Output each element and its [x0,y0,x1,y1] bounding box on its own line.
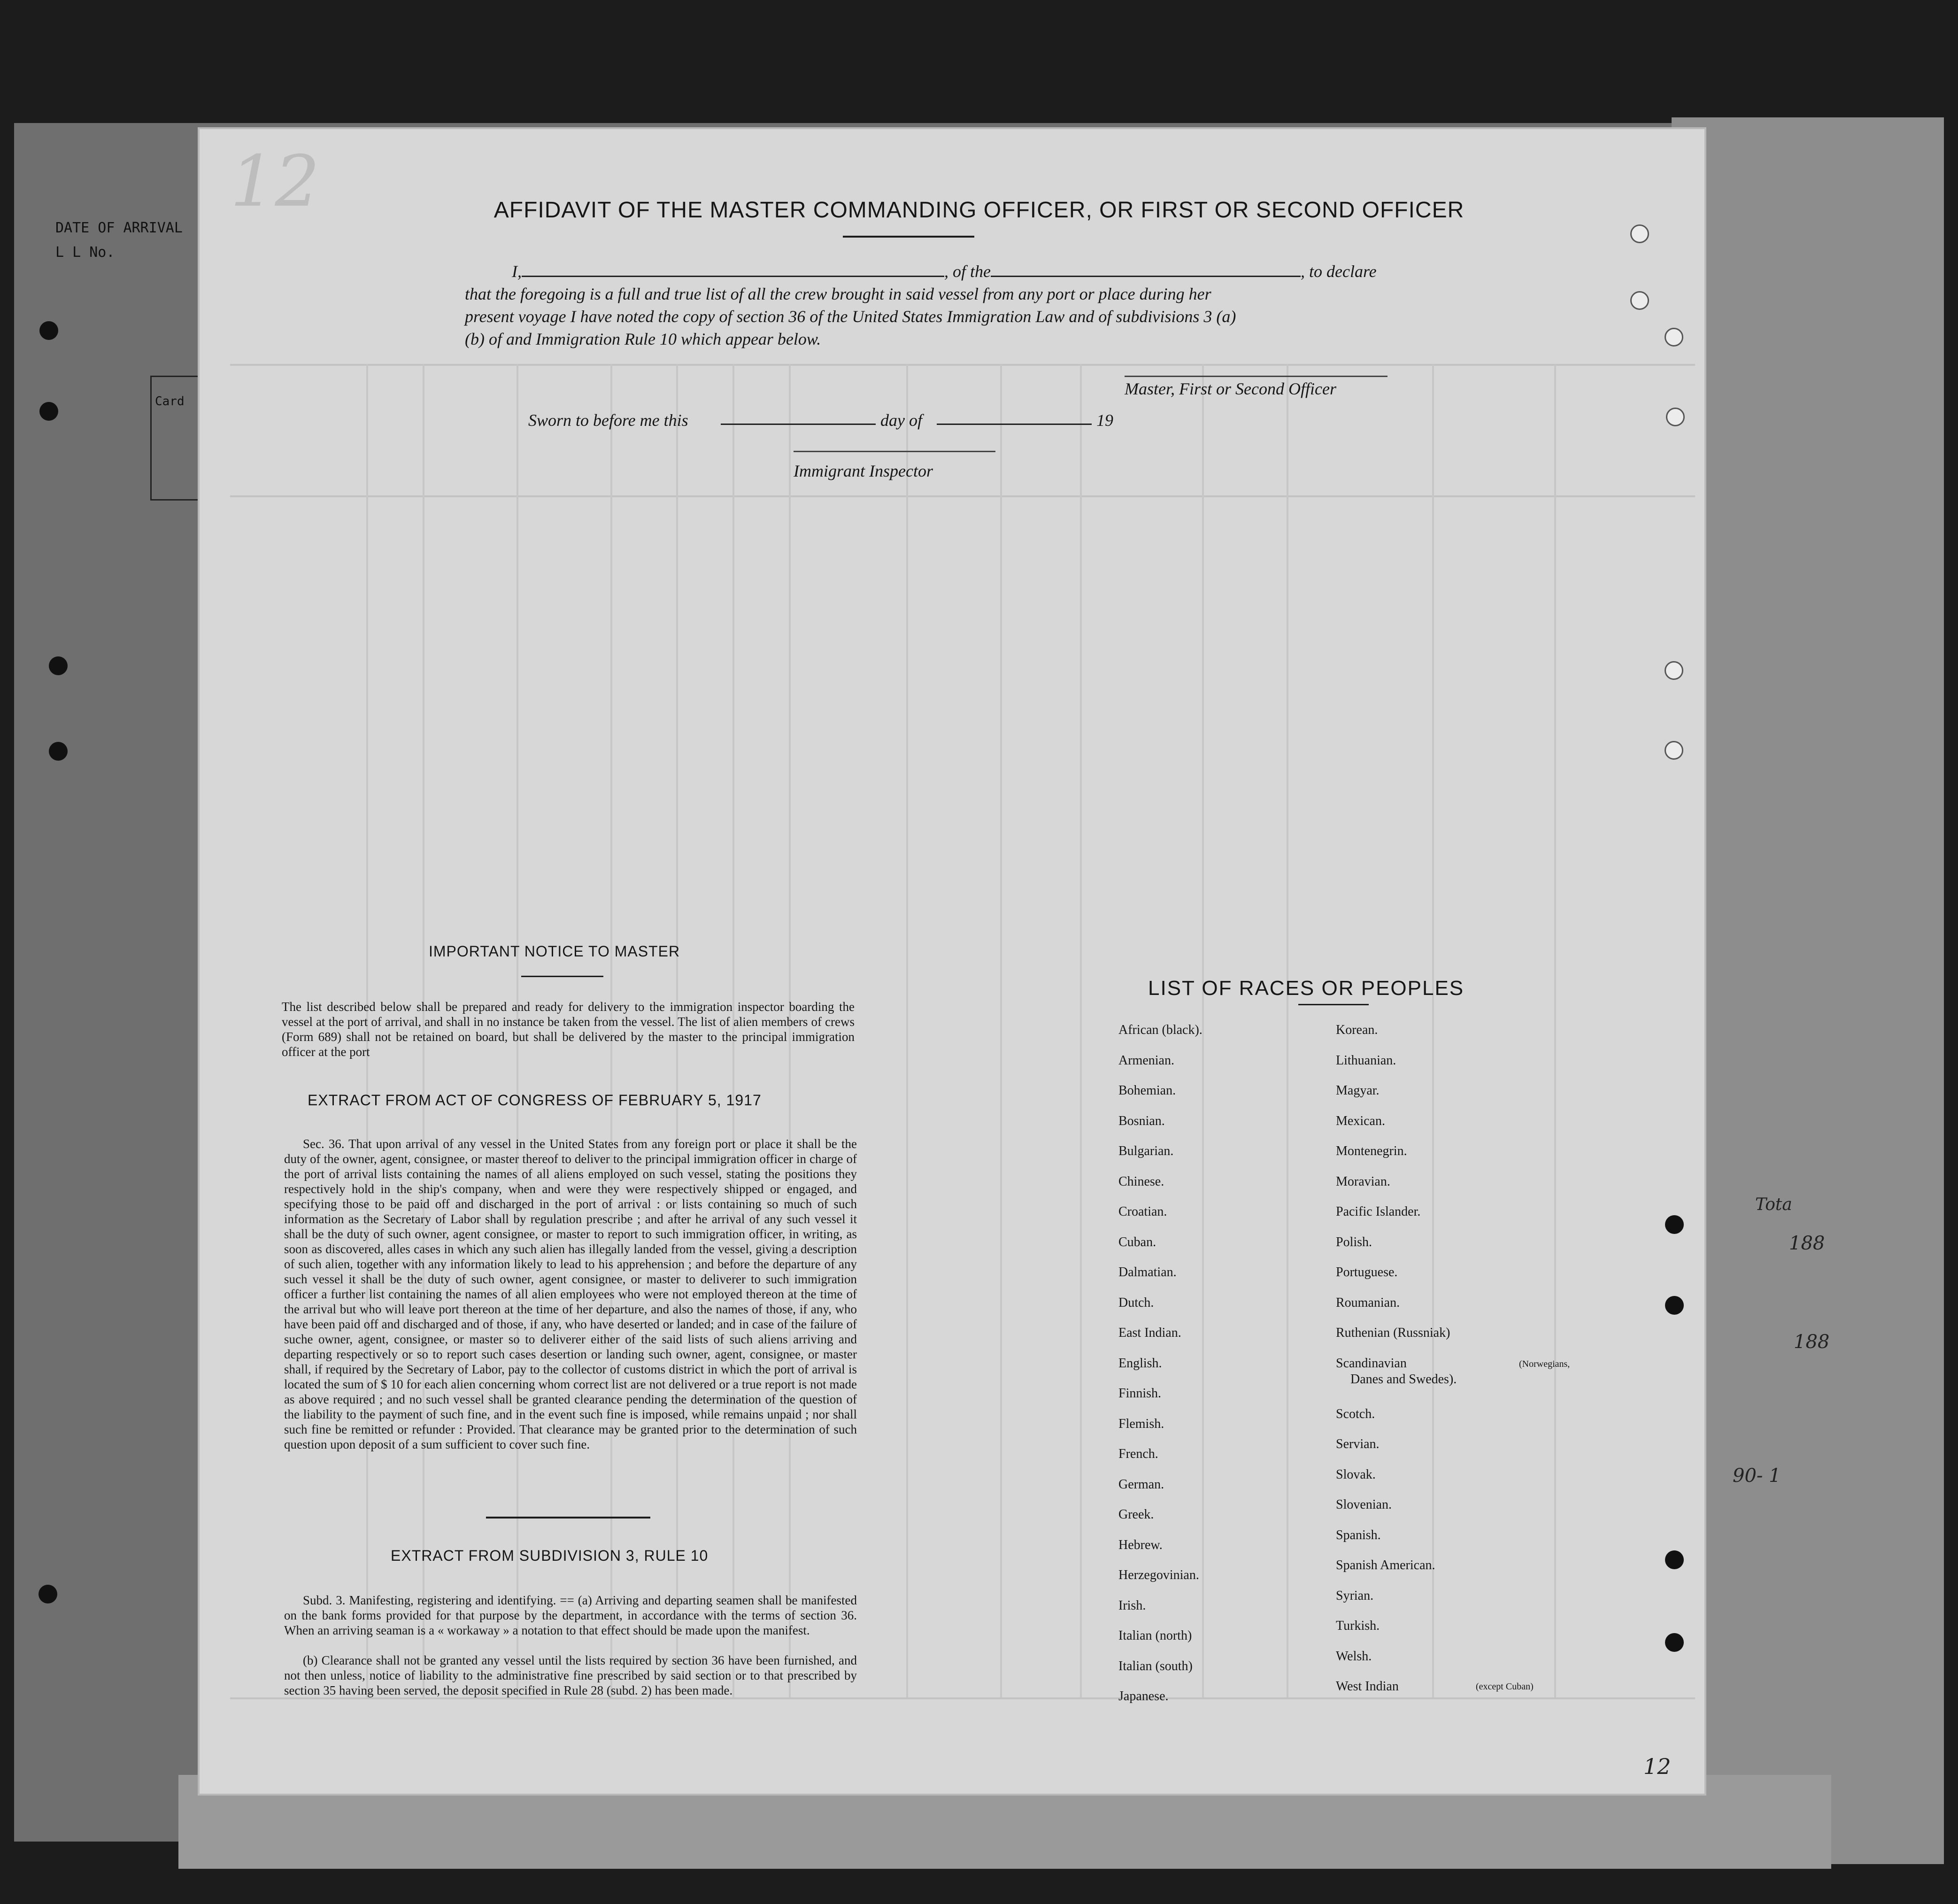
race-item: Cuban. [1118,1234,1156,1249]
scandinavian-note-b: Danes and Swedes). [1350,1372,1457,1387]
card-box [150,376,203,501]
race-item: Chinese. [1118,1174,1164,1189]
note-handwritten: 90- 1 [1733,1465,1781,1487]
ghost-table-line [230,495,1695,497]
race-item: Roumanian. [1336,1295,1400,1310]
race-item: Ruthenian (Russniak) [1336,1326,1450,1340]
declaration-to-declare: , to declare [1300,262,1377,281]
signature-label: Master, First or Second Officer [1125,379,1336,398]
race-item: Herzegovinian. [1118,1568,1199,1582]
race-item: Croatian. [1118,1204,1167,1219]
race-item: Lithuanian. [1336,1053,1396,1068]
ghost-table-line [230,364,1695,366]
name-blank[interactable] [522,262,944,277]
corner-number-handwritten: 12 [1643,1754,1671,1779]
race-item: Bosnian. [1118,1113,1165,1128]
declaration-i: I, [512,262,522,281]
signature-line[interactable] [1125,376,1388,377]
race-item: Slovak. [1336,1467,1376,1482]
race-item: Armenian. [1118,1053,1174,1068]
race-item: Magyar. [1336,1083,1380,1098]
vessel-blank[interactable] [991,262,1301,277]
race-item: Italian (south) [1118,1658,1193,1673]
race-item: Polish. [1336,1234,1372,1249]
ghost-table-line [1554,364,1556,1697]
race-item: Scotch. [1336,1406,1375,1421]
binder-hole [1665,661,1683,680]
race-item: Mexican. [1336,1113,1385,1128]
list-number-stamp: L L No. [55,244,115,261]
declaration-of-the: , of the [944,262,991,281]
sworn-label: Sworn to before me this [528,411,688,430]
act-extract-text: Sec. 36. That upon arrival of any vessel in the United States from any foreign port or place it shall be the duty of the owner, agent, consignee, or master thereof to deliver to the principal immigration officer in charge of the port of arrival lists containing the names of all aliens employed on such vessel, stating the positions they respectively hold in the ship's company, when and were they were respectively shipped or engaged, and specifying those to be paid off and discharged in the port of arrival : or lists containing so much of such information as the Secretary of Labor shall by regulation prescribe ; and after he arrival of any such vessel it shall be the duty of such owner, agent consignee, or master to report to such immigration officer, in writing, as soon as discovered, alles cases in which any such alien has illegally landed from the vessel, giving a description of such alien, together with any information likely to lead to his apprehension ; and before the departure of any such vessel it shall be the duty of such owner, agent consignee, or master to deliverer to such immigration officer a further list containing the names of all alien employees who were not employed thereon at the time of the arrival but who will leave port thereon at the time of her departure, and also the names of those, if any, who have been paid off and discharged and of those, if any, who have deserted or landed; and in case of the failure of suche owner, agent, consignee, or master so to deliverer either of the said lists of such aliens arriving and departing respectively or so to report such cases desertion or landing such owner, agent, consignee, or master shall, if required by the Secretary of Labor, pay to the collector of customs district in which the port of arrival is located the sum of $ 10 for each alien concerning whom correct list are not delivered or a true report is not made as above required ; and no such vessel shall be granted clearance pending the determination of the question of the liability to the payment of such fine, and in the event such fine is imposed, while remains unpaid ; nor shall such fine be remitted or refunder : Provided. That clearance may be granted prior to the determination of such question upon deposit of a sum sufficient to cover such fine. [284,1137,857,1451]
document-page [200,129,1704,1794]
binder-hole [1665,328,1683,347]
race-item: Servian. [1336,1437,1380,1451]
total-handwritten-1: 188 [1789,1233,1825,1254]
total-handwritten-2: 188 [1794,1331,1830,1353]
date-of-arrival-stamp: DATE OF ARRIVAL [55,220,183,236]
race-item: Moravian. [1336,1174,1390,1189]
act-extract-heading: EXTRACT FROM ACT OF CONGRESS OF FEBRUARY 5, 1917 [308,1092,762,1109]
race-item: Greek. [1118,1507,1154,1522]
race-item: Dalmatian. [1118,1265,1177,1280]
race-item: Syrian. [1336,1588,1374,1603]
binder-hole [39,321,58,340]
page-number-handwritten: 12 [230,141,320,223]
declaration-line-2: that the foregoing is a full and true list of all the crew brought in said vessel from any port or place during her [465,285,1211,303]
binder-hole [1665,1215,1684,1234]
race-item: Welsh. [1336,1649,1372,1664]
binder-hole [1665,1633,1684,1652]
ghost-table-line [1000,364,1002,1697]
scandinavian-note-a: (Norwegians, [1519,1359,1570,1369]
binder-hole [1630,224,1649,243]
act-extract-divider [486,1517,650,1519]
affidavit-title: AFFIDAVIT OF THE MASTER COMMANDING OFFICER, OR FIRST OR SECOND OFFICER [493,198,1465,223]
notice-heading: IMPORTANT NOTICE TO MASTER [429,943,680,960]
inspector-line[interactable] [794,451,995,452]
backing-sheet-right [1672,117,1944,1864]
race-item: African (black). [1118,1023,1203,1037]
sworn-blank[interactable] [721,409,876,425]
race-item: Finnish. [1118,1386,1162,1401]
notice-underline [521,976,603,977]
races-underline [1298,1004,1369,1005]
race-item: Dutch. [1118,1295,1154,1310]
binder-hole [39,1585,57,1603]
race-item: German. [1118,1477,1164,1492]
west-indian-note: (except Cuban) [1476,1681,1534,1692]
binder-hole [1665,741,1683,760]
declaration-line-1 [512,261,1377,282]
race-item: Irish. [1118,1598,1146,1613]
binder-hole [49,742,68,761]
binder-hole [1666,408,1685,426]
ghost-table-line [906,364,908,1697]
binder-hole [39,402,58,421]
race-item: East Indian. [1118,1326,1181,1340]
rule-extract-heading: EXTRACT FROM SUBDIVISION 3, RULE 10 [391,1547,709,1564]
ghost-table-line [1287,364,1288,1697]
race-item: Bulgarian. [1118,1144,1174,1158]
year-label: 19 [1096,411,1113,430]
race-item: Spanish. [1336,1527,1381,1542]
total-label-handwritten: Tota [1755,1195,1792,1214]
binder-hole [49,656,68,675]
race-item: Scandinavian [1336,1356,1407,1371]
race-item: Spanish American. [1336,1558,1435,1573]
declaration-line-3: present voyage I have noted the copy of section 36 of the United States Immigration Law and of subdivisions 3 (a) [465,307,1236,326]
race-item: Bohemian. [1118,1083,1176,1098]
ghost-table-line [1080,364,1082,1697]
inspector-label: Immigrant Inspector [794,462,933,480]
race-item: Flemish. [1118,1416,1164,1431]
race-item: West Indian [1336,1679,1399,1694]
binder-hole [1665,1296,1684,1315]
binder-hole [1630,291,1649,310]
rule-extract-text-a: Subd. 3. Manifesting, registering and identifying. == (a) Arriving and departing seamen shall be manifested on the bank forms provided for that purpose by the department, in accordance with the terms of section 36. When an arriving seaman is a « workaway » a notation to that effect should be made upon the manifest. [284,1593,857,1637]
binder-hole [1665,1550,1684,1569]
race-item: Korean. [1336,1023,1378,1037]
race-item: English. [1118,1356,1162,1371]
rule-extract-text-b: (b) Clearance shall not be granted any vessel until the lists required by section 36 have been furnished, and not then unless, notice of liability to the administrative fine prescribed by said section or to that prescribed by section 35 having been served, the deposit specified in Rule 28 (subd. 2) has been made. [284,1653,857,1697]
day-of-label: day of [880,411,922,430]
declaration-line-4: (b) of and Immigration Rule 10 which appear below. [465,330,821,348]
race-item: French. [1118,1447,1158,1461]
races-heading: LIST OF RACES OR PEOPLES [1148,977,1465,1000]
ghost-table-line [1432,364,1434,1697]
race-item: Slovenian. [1336,1497,1392,1512]
race-item: Portuguese. [1336,1265,1398,1280]
title-underline [843,236,974,238]
notice-text: The list described below shall be prepared and ready for delivery to the immigration inspector boarding the vessel at the port of arrival, and shall in no instance be taken from the vessel. The list of alien members of crews (Form 689) shall not be retained on board, but shall be delivered by the master to the principal immigration officer at the port [282,1000,855,1059]
race-item: Japanese. [1118,1689,1169,1704]
card-stamp: Card [155,394,185,409]
race-item: Hebrew. [1118,1537,1163,1552]
race-item: Italian (north) [1118,1628,1192,1643]
race-item: Turkish. [1336,1619,1380,1633]
race-item: Pacific Islander. [1336,1204,1421,1219]
race-item: Montenegrin. [1336,1144,1407,1158]
month-blank[interactable] [937,409,1092,425]
